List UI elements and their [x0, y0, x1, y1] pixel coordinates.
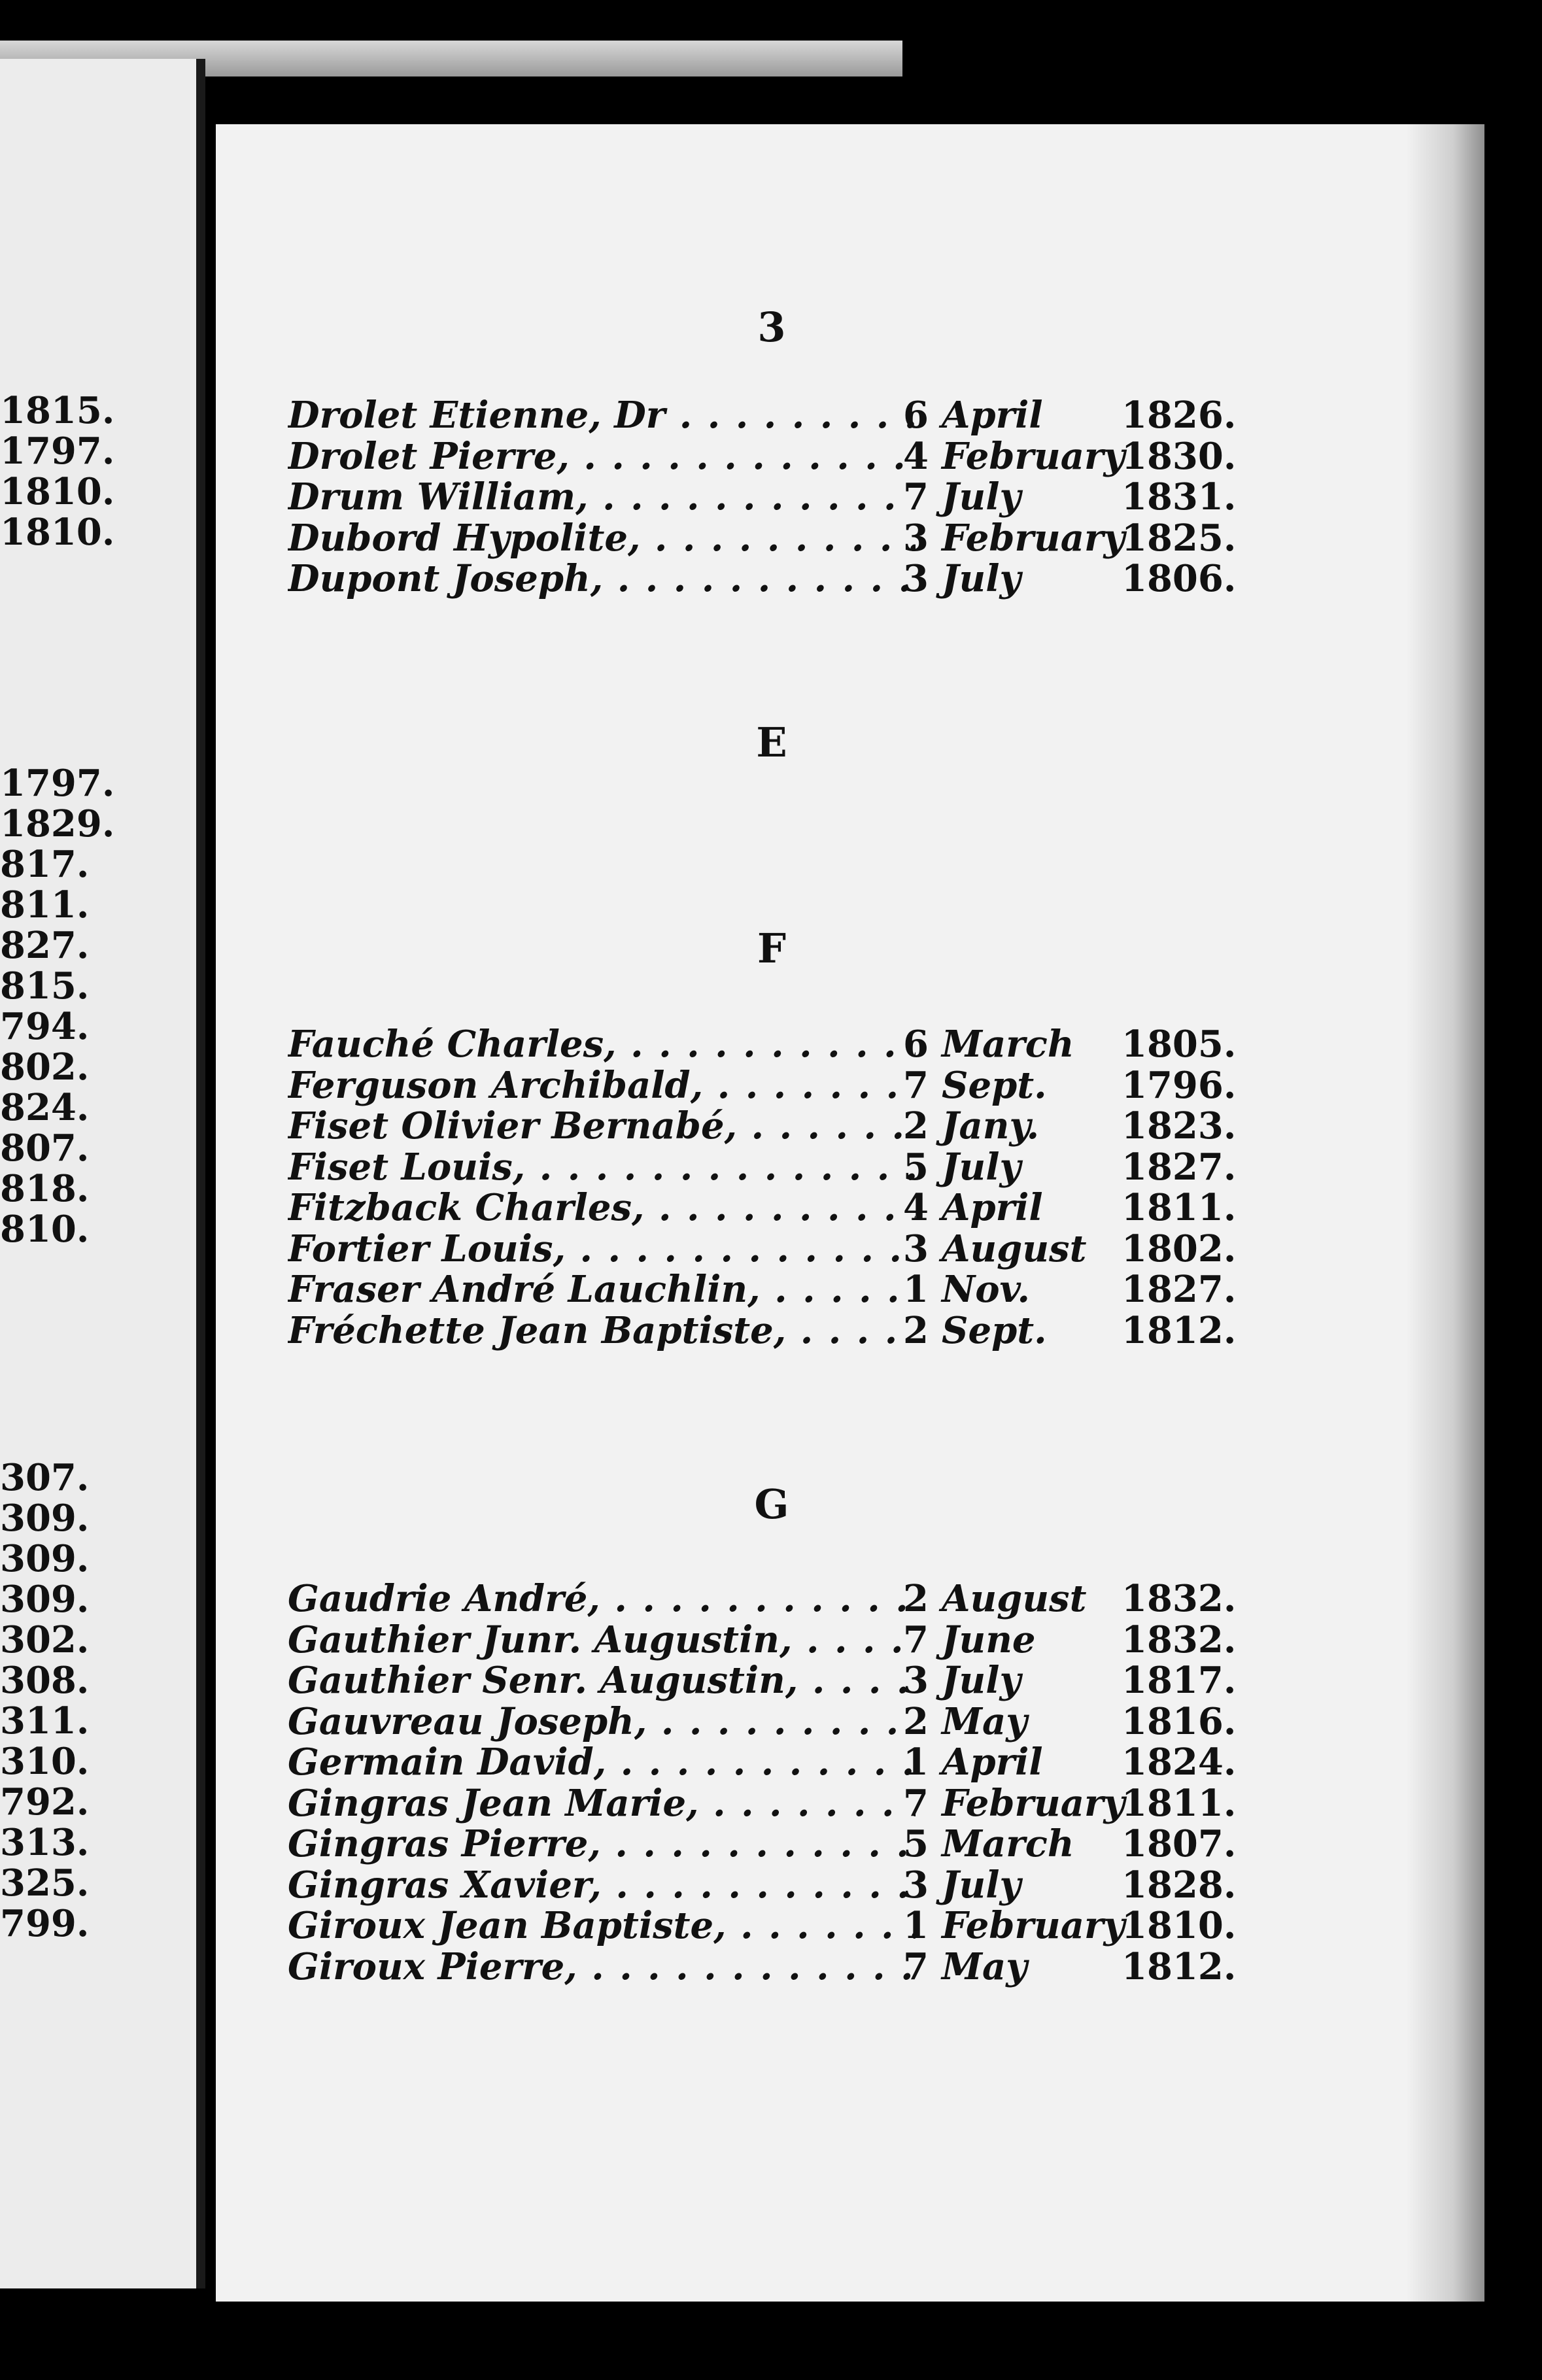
entry-day: 4 — [903, 435, 929, 478]
entry-name: Giroux Jean Baptiste, . . . — [288, 1905, 916, 1946]
left-page-year: 810. — [0, 1208, 90, 1251]
entry-day: 7 — [903, 1945, 929, 1988]
left-page-year: 802. — [0, 1046, 90, 1089]
entry-year: 1807. — [1122, 1822, 1237, 1865]
left-page-year: 1810. — [0, 470, 115, 513]
register-entry — [288, 1064, 1242, 1106]
register-entry — [288, 558, 1242, 600]
left-page-year: 307. — [0, 1456, 90, 1499]
register-entry — [288, 1023, 1242, 1065]
entry-month: February — [942, 1904, 1125, 1947]
entry-year: 1796. — [1122, 1064, 1237, 1107]
entry-name: Fréchette Jean Baptiste, . . . — [288, 1310, 916, 1352]
section-letter-text: G — [754, 1480, 789, 1528]
entry-month: Sept. — [942, 1064, 1047, 1107]
left-page-year: 794. — [0, 1005, 90, 1048]
entry-year: 1827. — [1122, 1146, 1237, 1189]
entry-month: April — [942, 1741, 1043, 1784]
left-page-year: 818. — [0, 1167, 90, 1210]
entry-month: July — [942, 1146, 1021, 1189]
entry-day: 2 — [903, 1104, 929, 1148]
left-page-year: 311. — [0, 1699, 90, 1742]
entry-month: May — [942, 1700, 1027, 1743]
entry-name: Fiset Olivier Bernabé, . . . — [288, 1105, 916, 1147]
entry-month: February — [942, 435, 1125, 478]
entry-year: 1812. — [1122, 1945, 1237, 1988]
entry-name: Fiset Louis, . . . — [288, 1146, 916, 1188]
register-entry — [288, 1105, 1242, 1147]
entry-year: 1812. — [1122, 1309, 1237, 1352]
entry-name: Fortier Louis, . . . — [288, 1228, 916, 1270]
register-entry — [288, 1823, 1242, 1865]
register-entry — [288, 1782, 1242, 1824]
entry-month: August — [942, 1227, 1087, 1270]
entry-name: Gauthier Junr. Augustin, . . . — [288, 1619, 916, 1661]
register-entry — [288, 1268, 1242, 1310]
entry-month: Nov. — [942, 1268, 1030, 1311]
entry-year: 1811. — [1122, 1186, 1237, 1229]
entry-year: 1826. — [1122, 394, 1237, 437]
left-page-year: 827. — [0, 924, 90, 967]
entry-year: 1823. — [1122, 1104, 1237, 1148]
entry-month: Sept. — [942, 1309, 1047, 1352]
entry-month: February — [942, 517, 1125, 560]
entry-month: Jany. — [942, 1104, 1040, 1148]
entry-year: 1831. — [1122, 475, 1237, 518]
entry-month: May — [942, 1945, 1027, 1988]
register-entry — [288, 1146, 1242, 1188]
entry-name: Dubord Hypolite, . . . — [288, 517, 916, 559]
entry-year: 1825. — [1122, 517, 1237, 560]
entry-day: 7 — [903, 475, 929, 518]
entry-year: 1802. — [1122, 1227, 1237, 1270]
left-page-year: 1810. — [0, 511, 115, 554]
entry-month: July — [942, 1659, 1021, 1702]
entry-day: 2 — [903, 1309, 929, 1352]
entry-name: Gingras Pierre, . . . — [288, 1823, 916, 1865]
entry-month: March — [942, 1822, 1074, 1865]
left-page-year: 815. — [0, 964, 90, 1008]
entry-name: Fraser André Lauchlin, . . . — [288, 1268, 916, 1310]
entry-day: 3 — [903, 1863, 929, 1907]
register-entry — [288, 1619, 1242, 1661]
entry-name: Drum William, . . . — [288, 476, 916, 518]
register-entry — [288, 1864, 1242, 1906]
register-entry — [288, 476, 1242, 518]
left-page-year: 310. — [0, 1740, 90, 1783]
entry-name: Germain David, . . . — [288, 1741, 916, 1783]
entry-name: Fauché Charles, . . . — [288, 1023, 916, 1065]
section-letter-text: 3 — [757, 303, 786, 351]
entry-year: 1832. — [1122, 1618, 1237, 1661]
register-entry — [288, 1310, 1242, 1352]
entry-day: 2 — [903, 1700, 929, 1743]
entry-year: 1828. — [1122, 1863, 1237, 1907]
register-entry — [288, 517, 1242, 559]
entry-name: Dupont Joseph, . . . — [288, 558, 916, 600]
entry-year: 1810. — [1122, 1904, 1237, 1947]
left-page-year: 325. — [0, 1862, 90, 1905]
left-page-year: 313. — [0, 1821, 90, 1864]
entry-day: 1 — [903, 1904, 929, 1947]
left-page-year: 302. — [0, 1618, 90, 1661]
entry-day: 1 — [903, 1741, 929, 1784]
register-entry — [288, 1578, 1242, 1620]
entry-month: July — [942, 1863, 1021, 1907]
left-page-year: 824. — [0, 1086, 90, 1129]
entry-name: Drolet Etienne, Dr . . . — [288, 394, 916, 436]
section-letter-text: F — [757, 925, 787, 972]
entry-day: 3 — [903, 557, 929, 600]
entry-name: Gauvreau Joseph, . . . — [288, 1701, 916, 1742]
left-page-year: 817. — [0, 843, 90, 886]
register-entry — [288, 1905, 1242, 1946]
entry-year: 1832. — [1122, 1577, 1237, 1620]
entry-name: Gingras Jean Marie, . . . — [288, 1782, 916, 1824]
entry-year: 1816. — [1122, 1700, 1237, 1743]
entry-month: July — [942, 557, 1021, 600]
entry-month: June — [942, 1618, 1036, 1661]
entry-name: Gaudrie André, . . . — [288, 1578, 916, 1620]
left-page-year: 799. — [0, 1902, 90, 1945]
register-entry — [288, 1741, 1242, 1783]
entry-year: 1811. — [1122, 1782, 1237, 1825]
entry-day: 3 — [903, 1659, 929, 1702]
entry-month: August — [942, 1577, 1087, 1620]
entry-year: 1824. — [1122, 1741, 1237, 1784]
register-entry — [288, 1228, 1242, 1270]
entry-year: 1817. — [1122, 1659, 1237, 1702]
entry-day: 6 — [903, 394, 929, 437]
register-entry — [288, 394, 1242, 436]
entry-month: April — [942, 1186, 1043, 1229]
entry-name: Giroux Pierre, . . . — [288, 1946, 916, 1988]
entry-day: 7 — [903, 1618, 929, 1661]
left-page-year: 309. — [0, 1578, 90, 1621]
entry-month: July — [942, 475, 1021, 518]
entry-day: 7 — [903, 1782, 929, 1825]
left-page-year: 792. — [0, 1780, 90, 1824]
left-page-year: 308. — [0, 1659, 90, 1702]
entry-day: 7 — [903, 1064, 929, 1107]
entry-name: Gingras Xavier, . . . — [288, 1864, 916, 1906]
entry-month: March — [942, 1023, 1074, 1066]
left-page-year: 1797. — [0, 762, 115, 805]
register-entry — [288, 435, 1242, 477]
entry-month: February — [942, 1782, 1125, 1825]
left-page-year: 1815. — [0, 389, 115, 432]
register-entry — [288, 1946, 1242, 1988]
left-page-year: 811. — [0, 883, 90, 926]
left-page-fragment — [0, 59, 205, 2288]
register-entry — [288, 1659, 1242, 1701]
entry-name: Gauthier Senr. Augustin, . . . — [288, 1659, 916, 1701]
left-page-year: 309. — [0, 1537, 90, 1580]
entry-year: 1827. — [1122, 1268, 1237, 1311]
section-letter-text: E — [756, 719, 787, 766]
entry-month: April — [942, 394, 1043, 437]
entry-day: 2 — [903, 1577, 929, 1620]
left-page-year: 1829. — [0, 802, 115, 845]
entry-day: 5 — [903, 1146, 929, 1189]
entry-day: 3 — [903, 517, 929, 560]
register-entry — [288, 1701, 1242, 1742]
entry-name: Fitzback Charles, . . . — [288, 1187, 916, 1229]
entry-name: Ferguson Archibald, . . . — [288, 1064, 916, 1106]
entry-day: 4 — [903, 1186, 929, 1229]
entry-day: 3 — [903, 1227, 929, 1270]
entry-day: 6 — [903, 1023, 929, 1066]
entry-year: 1805. — [1122, 1023, 1237, 1066]
left-page-year: 1797. — [0, 430, 115, 473]
left-page-year: 807. — [0, 1127, 90, 1170]
entry-day: 5 — [903, 1822, 929, 1865]
register-entry — [288, 1187, 1242, 1229]
entry-day: 1 — [903, 1268, 929, 1311]
entry-year: 1806. — [1122, 557, 1237, 600]
entry-name: Drolet Pierre, . . . — [288, 435, 916, 477]
page-edge-shadow — [1406, 124, 1484, 2302]
entry-year: 1830. — [1122, 435, 1237, 478]
left-page-year: 309. — [0, 1497, 90, 1540]
